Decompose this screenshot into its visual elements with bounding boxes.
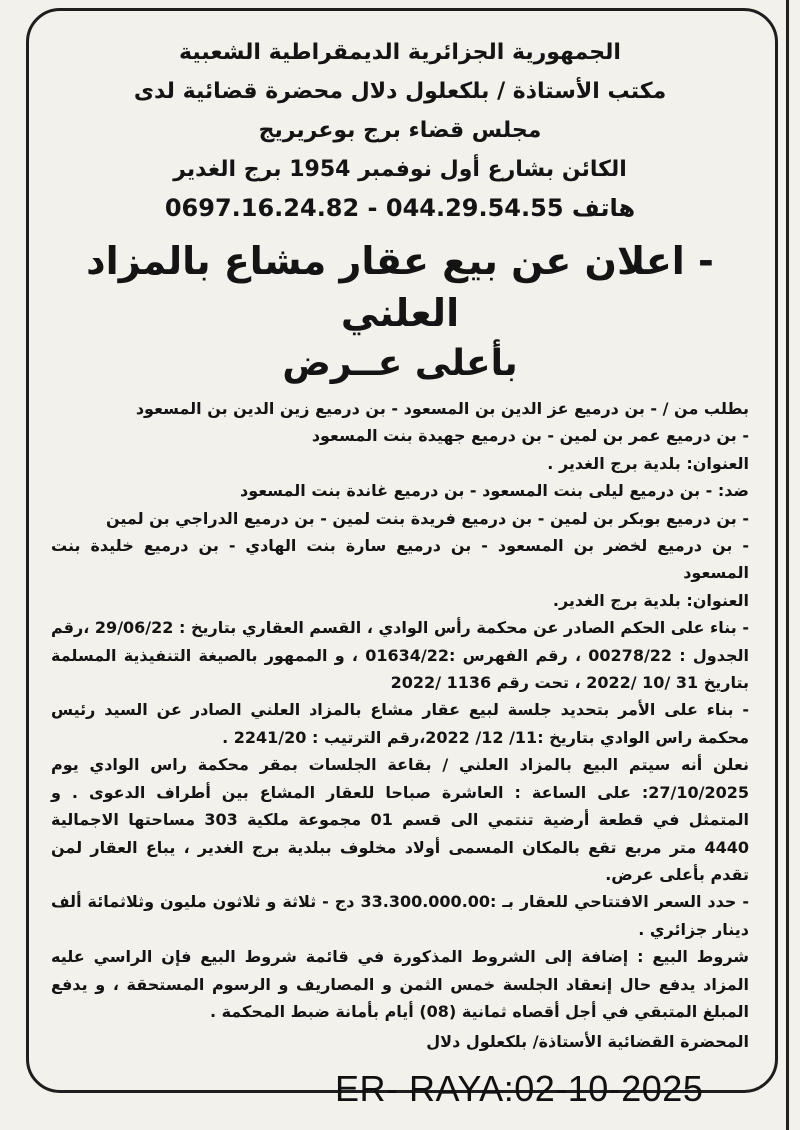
body-line-requesters: بطلب من / - بن درميع عز الدين بن المسعود - بن درميع زين الدين بن المسعود <box>135 399 749 418</box>
body-line-against-cont-2: - بن درميع لخضر بن المسعود - بن درميع سارة بنت الهادي - بن درميع خليدة بنت المسعود <box>51 536 749 583</box>
body-line-opening-price: - حدد السعر الافتتاحي للعقار بـ :33.300.000.00 دج - ثلاثة و ثلاثون مليون وثلاثمائة ألف دينار جزائري . <box>51 892 749 939</box>
body-line-against: ضد: - بن درميع ليلى بنت المسعود - بن درميع غاندة بنت المسعود <box>239 481 749 501</box>
notice-body <box>51 395 749 1025</box>
header-republic: الجمهورية الجزائرية الديمقراطية الشعبية <box>179 40 621 65</box>
auction-notice <box>26 8 778 1093</box>
body-line-judgment: - بناء على الحكم الصادر عن محكمة رأس الوادي ، القسم العقاري بتاريخ : 29/06/22 ،رقم الجدول : 00278/22 ، رقم الفهرس :01634/22 ، و الممهور بالصيغة التنفيذية المسلمة بتاريخ 31 /10 /2022 ، تحت رقم 1136 /2022 <box>51 618 750 693</box>
body-line-address-1: العنوان: بلدية برج الغدير . <box>547 453 749 473</box>
notice-header <box>51 33 749 227</box>
body-line-address-2: العنوان: بلدية برج الغدير. <box>552 590 749 610</box>
body-line-sale-conditions: شروط البيع : إضافة إلى الشروط المذكورة في قائمة شروط البيع فإن الراسي عليه المزاد يدفع حال إنعقاد الجلسة خمس الثمن و المصاريف و الرسوم المستحقة ، و يدفع المبلغ المتبقي في أجل أقصاه ثمانية (08) أيام بأمانة ضبط المحكمة . <box>51 947 749 1021</box>
header-address: الكائن بشارع أول نوفمبر 1954 برج الغدير <box>173 157 627 182</box>
header-council: مجلس قضاء برج بوعريريج <box>258 118 542 143</box>
adjacent-column-edge <box>786 0 800 1130</box>
body-line-requesters-cont: - بن درميع عمر بن لمين - بن درميع جهيدة بنت المسعود <box>311 426 749 446</box>
body-line-sale-announcement: نعلن أنه سيتم البيع بالمزاد العلني / بقاعة الجلسات بمقر محكمة راس الوادي يوم 27/10/2025: على الساعة : العاشرة صباحا للعقار المشاع بين أطراف الدعوى . و المتمثل في قطعة أرضية تنتمي الى قسم 01 مجموعة ملكية 303 مساحتها الاجمالية 4440 متر مربع تقع بالمكان المسمى أولاد مخلوف ببلدية برج الغدير ، يباع العقار لمن تقدم بأعلى عرض. <box>51 755 750 884</box>
header-phone: هاتف 044.29.54.55 - 0697.16.24.82 <box>164 194 636 222</box>
header-office: مكتب الأستاذة / بلكعلول دلال محضرة قضائية لدى <box>133 79 667 104</box>
body-line-order: - بناء على الأمر بتحديد جلسة لبيع عقار مشاع بالمزاد العلني الصادر عن السيد رئيس محكمة راس الوادي بتاريخ :11/ 12/ 2022،رقم الترتيب : 2241/20 . <box>51 700 749 747</box>
publication-stamp: ER- RAYA:02-10-2025 <box>335 1068 704 1109</box>
bailiff-signature: المحضرة القضائية الأستاذة/ بلكعلول دلال <box>426 1032 749 1052</box>
body-line-against-cont-1: - بن درميع بوبكر بن لمين - بن درميع فريدة بنت لمين - بن درميع الدراجي بن لمين <box>105 508 749 528</box>
notice-subtitle: بأعلى عــرض <box>282 343 518 384</box>
notice-title: - اعلان عن بيع عقار مشاع بالمزاد العلني <box>86 239 714 335</box>
